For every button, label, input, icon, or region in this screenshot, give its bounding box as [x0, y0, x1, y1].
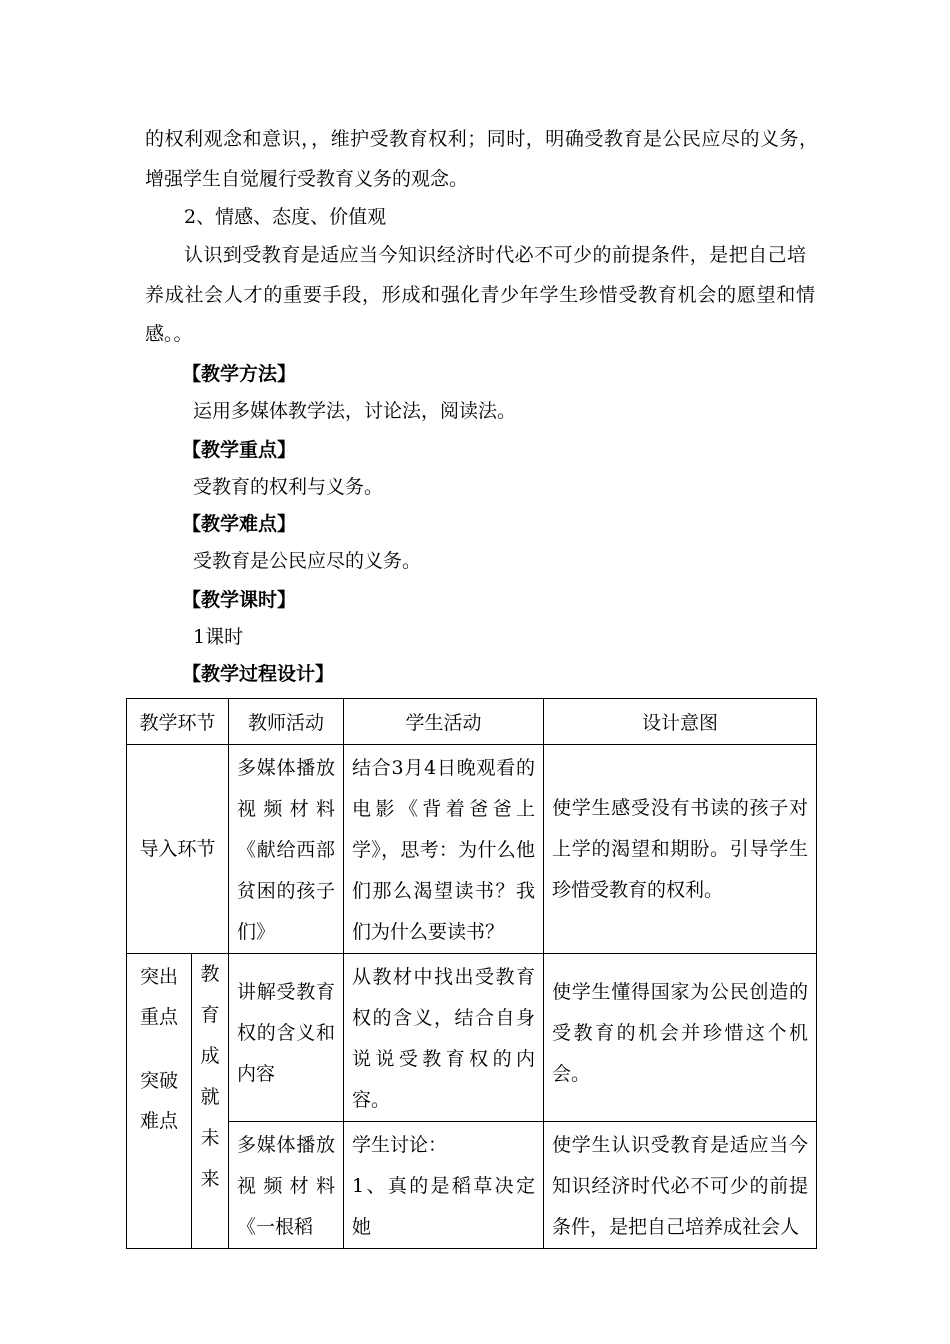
focus-row1-teacher-cell: 讲解受教育权的含义和内容	[229, 954, 344, 1122]
focus-stage-cell	[127, 954, 192, 1249]
intro-teacher-cell: 多媒体播放视频材料《献给西部贫困的孩子们》	[229, 745, 344, 954]
subtopic-char: 未	[200, 1127, 220, 1149]
teaching-process-table	[126, 698, 817, 1249]
subtopic-char: 来	[200, 1168, 220, 1190]
focus-stage-line-1: 突出	[139, 966, 178, 988]
teaching-method-text: 运用多媒体教学法，讨论法，阅读法。	[193, 400, 517, 422]
teaching-key-text: 受教育的权利与义务。	[193, 476, 384, 498]
teaching-key-heading: 【教学重点】	[182, 439, 297, 461]
teaching-process-heading: 【教学过程设计】	[182, 663, 335, 685]
intro-student-cell: 结合3月4日晚观看的电影《背着爸爸上学》，思考：为什么他们那么渴望读书？我们为什么要读书？	[344, 745, 544, 954]
focus-row2-student-line-1: 学生讨论：	[352, 1134, 448, 1156]
table-header-row	[127, 699, 817, 745]
teaching-difficulty-text: 受教育是公民应尽的义务。	[193, 550, 422, 572]
header-student-activity: 学生活动	[344, 699, 544, 745]
table-row-focus-2	[127, 1122, 817, 1249]
focus-stage-line-4: 难点	[139, 1110, 178, 1132]
focus-row2-teacher-cell: 多媒体播放视频材料《一根稻	[229, 1122, 344, 1249]
teaching-difficulty-heading: 【教学难点】	[182, 513, 297, 535]
focus-stage-line-2: 重点	[139, 1006, 178, 1028]
table-row-focus-1	[127, 954, 817, 1122]
table-row-intro	[127, 745, 817, 954]
focus-row1-student-cell: 从教材中找出受教育权的含义，结合自身说说受教育权的内容。	[344, 954, 544, 1122]
objective-text-line-1: 的权利观念和意识，，维护受教育权利；同时，明确受教育是公民应尽的义务，	[145, 128, 818, 150]
header-stage: 教学环节	[127, 699, 229, 745]
teaching-hours-text: 1课时	[193, 626, 244, 648]
focus-row2-student-cell	[344, 1122, 544, 1249]
paragraph-line-1: 认识到受教育是适应当今知识经济时代必不可少的前提条件，是把自己培	[184, 244, 806, 266]
subtopic-char: 育	[200, 1004, 220, 1026]
focus-subtopic-cell	[192, 954, 229, 1249]
objective-text-line-2: 增强学生自觉履行受教育义务的观念。	[145, 168, 469, 190]
header-teacher-activity: 教师活动	[229, 699, 344, 745]
intro-stage-cell	[127, 745, 229, 954]
teaching-hours-heading: 【教学课时】	[182, 589, 297, 611]
focus-row1-intent-cell: 使学生懂得国家为公民创造的受教育的机会并珍惜这个机会。	[544, 954, 817, 1122]
teaching-method-heading: 【教学方法】	[182, 363, 297, 385]
focus-stage-line-3: 突破	[139, 1070, 178, 1092]
intro-stage-label: 导入环节	[139, 837, 216, 860]
paragraph-line-2: 养成社会人才的重要手段，形成和强化青少年学生珍惜受教育机会的愿望和情	[145, 284, 815, 306]
subtopic-char: 就	[200, 1086, 220, 1108]
subtopic-char: 成	[200, 1045, 220, 1067]
intro-intent-cell: 使学生感受没有书读的孩子对上学的渴望和期盼。引导学生珍惜受教育的权利。	[544, 745, 817, 954]
focus-row2-intent-cell: 使学生认识受教育是适应当今知识经济时代必不可少的前提条件，是把自己培养成社会人	[544, 1122, 817, 1249]
subsection-heading: 2、情感、态度、价值观	[184, 206, 387, 228]
paragraph-line-3: 感。。	[145, 323, 193, 345]
subtopic-char: 教	[200, 963, 220, 985]
focus-row2-student-line-2: 1、真的是稻草决定她	[352, 1175, 536, 1238]
header-design-intent: 设计意图	[544, 699, 817, 745]
